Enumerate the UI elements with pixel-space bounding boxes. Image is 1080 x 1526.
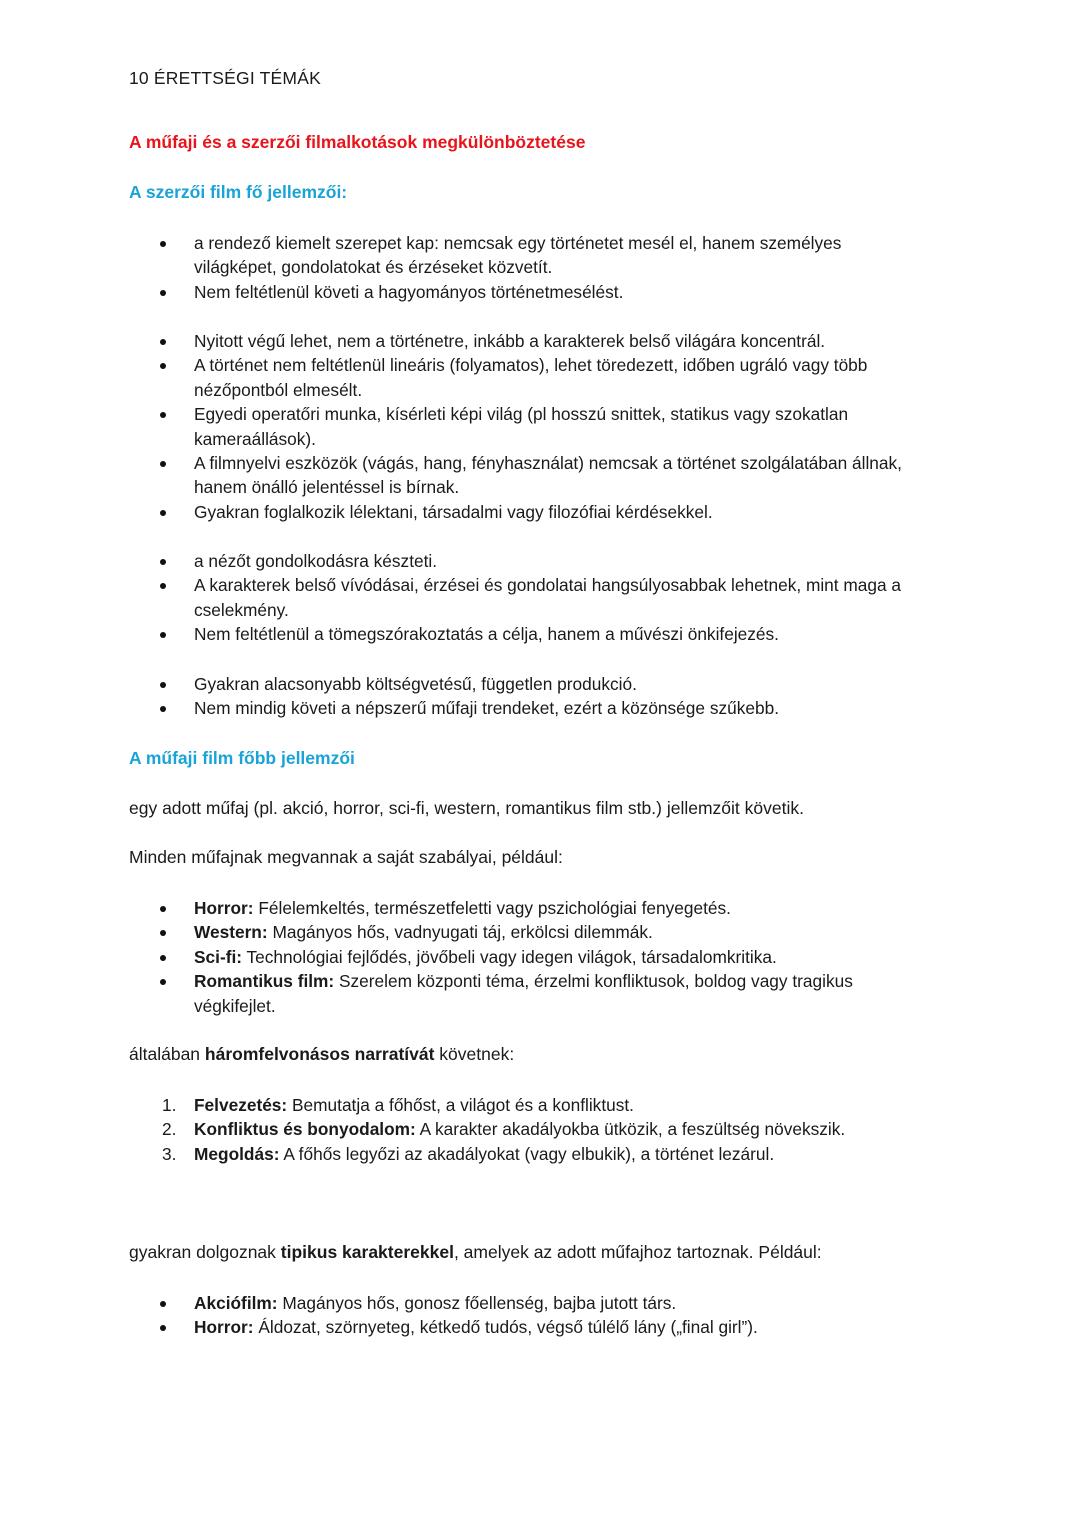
section-heading-auteur: A szerzői film fő jellemzői:	[129, 182, 348, 202]
bold-phrase: tipikus karakterekkel	[280, 1242, 454, 1262]
list-item: A filmnyelvi eszközök (vágás, hang, fényhasználat) nemcsak a történet szolgálatában állnak, hanem önálló jelentéssel is bírnak.	[129, 451, 949, 500]
auteur-list-4	[129, 672, 949, 721]
document-title: A műfaji és a szerzői filmalkotások megkülönböztetése	[129, 132, 586, 152]
character-types-list	[129, 1291, 949, 1340]
genre-paragraph-1: egy adott műfaj (pl. akció, horror, sci-fi, western, romantikus film stb.) jellemzőit követik.	[129, 798, 804, 818]
list-item: A karakterek belső vívódásai, érzései és gondolatai hangsúlyosabbak lehetnek, mint maga a cselekmény.	[129, 573, 949, 622]
auteur-list-3	[129, 549, 949, 647]
auteur-list-1	[129, 231, 949, 304]
list-item: Nem feltétlenül a tömegszórakoztatás a célja, hanem a művészi önkifejezés.	[129, 622, 949, 646]
list-item: Nem mindig követi a népszerű műfaji trendeket, ezért a közönsége szűkebb.	[129, 696, 949, 720]
genre-paragraph-4: gyakran dolgoznak tipikus karakterekkel, amelyek az adott műfajhoz tartoznak. Például:	[129, 1242, 822, 1262]
list-item: Akciófilm: Magányos hős, gonosz főellenség, bajba jutott társ.	[129, 1291, 949, 1315]
list-item: a rendező kiemelt szerepet kap: nemcsak egy történetet mesél el, hanem személyes világképet, gondolatokat és érzéseket közvetít.	[129, 231, 949, 280]
genre-rules-list	[129, 896, 949, 1018]
list-item: Nem feltétlenül követi a hagyományos történetmesélést.	[129, 280, 949, 304]
bold-phrase: háromfelvonásos narratívát	[204, 1044, 435, 1064]
page-header: 10 ÉRETTSÉGI TÉMÁK	[129, 68, 321, 88]
list-item: Horror: Áldozat, szörnyeteg, kétkedő tudós, végső túlélő lány („final girl”).	[129, 1315, 949, 1339]
list-item: Horror: Félelemkeltés, természetfeletti vagy pszichológiai fenyegetés.	[129, 896, 949, 920]
list-item: Gyakran foglalkozik lélektani, társadalmi vagy filozófiai kérdésekkel.	[129, 500, 949, 524]
list-item: Nyitott végű lehet, nem a történetre, inkább a karakterek belső világára koncentrál.	[129, 329, 949, 353]
list-item: 2. Konfliktus és bonyodalom: A karakter akadályokba ütközik, a feszültség növekszik.	[162, 1119, 846, 1140]
auteur-list-2	[129, 329, 949, 524]
section-heading-genre: A műfaji film főbb jellemzői	[129, 748, 355, 768]
list-item: Sci-fi: Technológiai fejlődés, jövőbeli vagy idegen világok, társadalomkritika.	[129, 945, 949, 969]
list-item: 1. Felvezetés: Bemutatja a főhőst, a világot és a konfliktust.	[162, 1095, 634, 1115]
three-act-list	[129, 1093, 949, 1166]
list-item: Romantikus film: Szerelem központi téma, érzelmi konfliktusok, boldog vagy tragikus végkifejlet.	[129, 969, 949, 1018]
genre-paragraph-2: Minden műfajnak megvannak a saját szabályai, például:	[129, 847, 563, 867]
list-item: a nézőt gondolkodásra készteti.	[129, 549, 949, 573]
genre-paragraph-3: általában háromfelvonásos narratívát követnek:	[129, 1044, 515, 1064]
list-item: Egyedi operatőri munka, kísérleti képi világ (pl hosszú snittek, statikus vagy szokatlan kameraállások).	[129, 402, 949, 451]
list-item: Gyakran alacsonyabb költségvetésű, független produkció.	[129, 672, 949, 696]
list-item: 3. Megoldás: A főhős legyőzi az akadályokat (vagy elbukik), a történet lezárul.	[162, 1143, 775, 1164]
list-item: A történet nem feltétlenül lineáris (folyamatos), lehet töredezett, időben ugráló vagy több nézőpontból elmesélt.	[129, 353, 949, 402]
list-item: Western: Magányos hős, vadnyugati táj, erkölcsi dilemmák.	[129, 920, 949, 944]
